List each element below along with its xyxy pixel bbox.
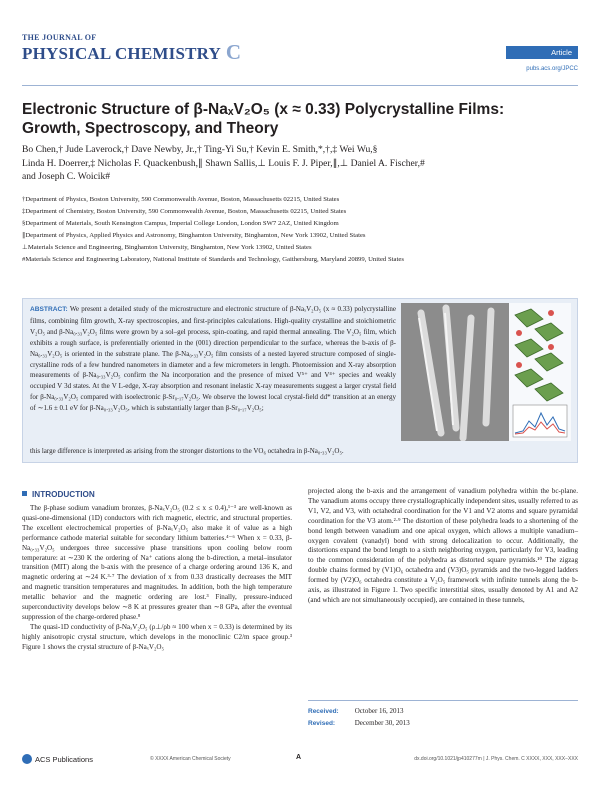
- abstract-text: [30, 304, 396, 414]
- section-bullet-icon: [22, 491, 27, 496]
- authors-line: Linda H. Doerrer,‡ Nicholas F. Quackenbush,∥ Shawn Sallis,⊥ Louis F. J. Piper,∥,⊥ Daniel A. Fischer,#: [22, 157, 425, 169]
- body-paragraph: The β-phase sodium vanadium bronzes, β-NaₓV₂O₅ (0.2 ≤ x ≤ 0.4),¹⁻³ are well-known as quasi-one-dimensional (1D) conductors with rich magnetic, electric, and structural properties. The excellent electrochemical properties of β-NaₓV₂O₅ also make it of value as a high performance cathode material suitable for secondary lithium batteries.⁴⁻⁶ When x = 0.33, β-Na₀.₃₃V₂O₅ undergoes three successive phase transitions upon cooling below room temperature: at ∼230 K the ordering of Na⁺ cations along the b-direction, a metal–insulator transition (MIT) along the b-axis with the presence of a charge ordering around 136 K, and magnetic ordering at ∼24 K.³·⁷ The deviation of x from 0.33 drastically decreases the MIT and magnetic transition temperatures and magnitudes. In addition, both the high temperature metallic behavior and the magnetic ordering are lost.³ Finally, pressure-induced superconductivity develops below ∼8 K at pressures greater than ∼8 GPa, after the eventual suppression of the charge-ordered phase.⁸: [22, 504, 292, 621]
- section-heading-text: INTRODUCTION: [32, 490, 95, 499]
- acs-logo-icon: [22, 754, 32, 764]
- header-divider: [22, 85, 578, 86]
- title-line-2: Growth, Spectroscopy, and Theory: [22, 120, 279, 137]
- received-row: [308, 706, 578, 718]
- affiliation: †Department of Physics, Boston University, 590 Commonwealth Avenue, Boston, Massachusetts 02215, United States: [22, 196, 340, 203]
- abstract-tail: this large difference is interpreted as arising from the stronger distortions to the VO₆ octahedra in β-Na₀.₃₃V₂O₅.: [30, 447, 344, 455]
- doi-citation-link[interactable]: dx.doi.org/10.1021/jp410277m | J. Phys. Chem. C XXXX, XXX, XXX−XXX: [414, 756, 578, 762]
- copyright-notice: © XXXX American Chemical Society: [150, 756, 231, 762]
- body-paragraph: The quasi-1D conductivity of β-NaₓV₂O₅ (ρ⊥/ρb ≈ 100 when x = 0.33) is determined by its highly anisotropic crystal structure, which develops in the monoclinic C2/m space group.³ Figure 1 shows the crystal structure of β-NaₓV₂O₅: [22, 622, 292, 651]
- section-heading-introduction: [22, 490, 95, 499]
- right-column: [308, 487, 578, 606]
- abstract-body: We present a detailed study of the microstructure and electronic structure of β-NaₓV₂O₅ (x ≈ 0.33) polycrystalline films, combining film growth, X-ray spectroscopies, and first-principles calculations. High-quality crystalline and stoichiometric V₂O₅ and β-Na₀.₃₃V₂O₅ films were grown by a sol–gel process, spin-coating, and rapid thermal annealing. The V₂O₅ film, which exhibits a rough surface, is preferentially oriented in the (001) direction perpendicular to the surface, whereas the b-axis of β-Na₀.₃₃V₂O₅ is oriented in the substrate plane. The β-Na₀.₃₃V₂O₅ film consists of a nested layered structure composed of single-crystalline rods of a few hundred nanometers in diameter and a few micrometers in length. Photoemission and X-ray absorption measurements of β-Na₀.₃₃V₂O₅ confirm the Na incorporation and the presence of mixed V⁵⁺ and V⁴⁺ species and weakly occupied V 3d states. At the V L-edge, X-ray absorption and resonant inelastic X-ray measurements suggest a larger crystal field for β-Na₀.₃₃V₂O₅ compared with isoelectronic β-Sr₀.₁₇V₂O₅. We observe the lowest local crystal-field dd* transition at an energy of ∼1.6 ± 0.1 eV for β-Na₀.₃₃V₂O₅, which is substantially larger than β-Sr₀.₁₇V₂O₅;: [30, 305, 397, 413]
- journal-name-top: THE JOURNAL OF: [22, 33, 97, 42]
- abstract-label: ABSTRACT:: [30, 306, 68, 313]
- acs-publications-logo[interactable]: [22, 754, 93, 764]
- revised-date: December 30, 2013: [354, 718, 410, 727]
- affiliation: §Department of Materials, South Kensington Campus, Imperial College London, London SW7 2AZ, United Kingdom: [22, 219, 339, 227]
- body-paragraph: projected along the b-axis and the arrangement of vanadium polyhedra within the bc-plane. The vanadium atoms occupy three crystallographically independent sites, usually referred to as V1, V2, and V3, with octahedral coordination for the V1 and V2 atoms and square pyramidal coordination for the V3 atom.²·⁹ The distortion of these polyhedra leads to a shortening of the bond length between vanadium and one apical oxygen, which allows a multiple vanadium–oxygen covalent (vanadyl) bond with strong delocalization to occur. Additionally, the distortions expand the bond length to a sixth neighboring oxygen, particularly for V3, leading to the common consideration of the polyhedra as distorted square pyramids.¹⁰ The zigzag double chains formed by (V1)O₆ octahedra and (V3)O₅ pyramids and the two-legged ladders formed by (V2)O₆ octahedra constitute a V₂O₅ framework with infinite tunnels along the b-axis, as illustrated in Figure 1. Two specific interstitial sites, usually denoted by A1 and A2 (and which are not simultaneously occupied), are contained in these tunnels,: [308, 487, 578, 604]
- paper-title: [22, 100, 582, 138]
- publisher-name: ACS Publications: [35, 755, 93, 764]
- affiliation: ∥Department of Physics, Applied Physics and Astronomy, Binghamton University, Binghamton, New York 13902, United States: [22, 231, 366, 239]
- spectrum-plot: [513, 405, 567, 437]
- revised-label: Revised:: [308, 719, 336, 727]
- journal-name-main: PHYSICAL CHEMISTRY: [22, 44, 221, 63]
- authors-line: Bo Chen,† Jude Laverock,† Dave Newby, Jr.,† Ting-Yi Su,† Kevin E. Smith,*,†,‡ Wei Wu,§: [22, 144, 378, 155]
- affiliation: ‡Department of Chemistry, Boston University, 590 Commonwealth Avenue, Boston, Massachusetts 02215, United States: [22, 207, 347, 215]
- author-list: [22, 143, 582, 184]
- page-number: A: [296, 754, 302, 761]
- journal-letter: C: [225, 40, 242, 64]
- received-label: Received:: [308, 708, 339, 715]
- received-dates: [308, 700, 578, 729]
- title-line-1: Electronic Structure of β-NaₓV₂O₅ (x ≈ 0.33) Polycrystalline Films:: [22, 101, 505, 118]
- affiliations: [22, 195, 582, 267]
- journal-url-link[interactable]: pubs.acs.org/JPCC: [526, 66, 578, 72]
- affiliation: #Materials Science and Engineering Laboratory, National Institute of Standards and Technology, Gaithersburg, Maryland 20899, United States: [22, 255, 404, 263]
- toc-graphic: [401, 303, 571, 441]
- affiliation: ⊥Materials Science and Engineering, Binghamton University, Binghamton, New York 13902, United States: [22, 243, 312, 251]
- article-type-badge: Article: [506, 46, 578, 59]
- journal-name: [22, 40, 241, 65]
- revised-row: [308, 718, 578, 730]
- left-column: [22, 504, 292, 653]
- received-date: October 16, 2013: [354, 707, 404, 715]
- authors-line: and Joseph C. Woicik#: [22, 171, 111, 182]
